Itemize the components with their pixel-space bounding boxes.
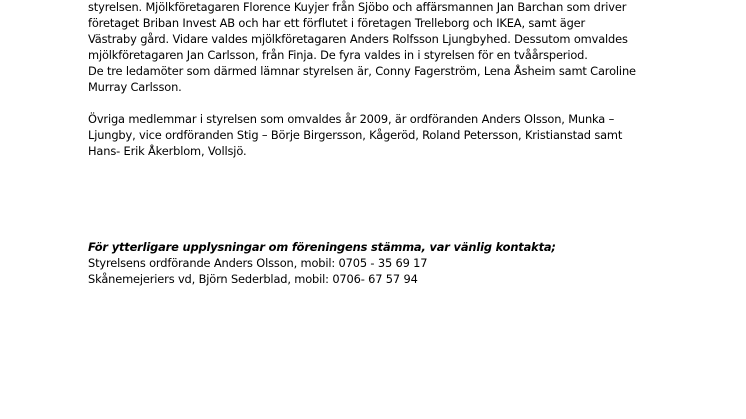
paragraph-line: Övriga medlemmar i styrelsen som omvaldes år 2009, är ordföranden Anders Olsson, Munka –	[88, 112, 615, 126]
contact-line-ceo: Skånemejeriers vd, Björn Sederblad, mobil: 0706- 67 57 94	[88, 272, 418, 286]
contact-line-chairman: Styrelsens ordförande Anders Olsson, mobil: 0705 - 35 69 17	[88, 256, 428, 270]
paragraph-line: Hans- Erik Åkerblom, Vollsjö.	[88, 144, 247, 158]
paragraph-line: mjölkföretagaren Jan Carlsson, från Finja. De fyra valdes in i styrelsen för en tvåårsperiod.	[88, 48, 588, 62]
paragraph-line: företaget Briban Invest AB och har ett förflutet i företagen Trelleborg och IKEA, samt äger	[88, 16, 586, 30]
contact-section	[88, 239, 728, 287]
board-election-paragraph	[88, 0, 728, 95]
paragraph-line: Murray Carlsson.	[88, 80, 182, 94]
contact-heading: För ytterligare upplysningar om föreningens stämma, var vänlig kontakta;	[88, 240, 556, 254]
paragraph-line: styrelsen. Mjölkföretagaren Florence Kuyjer från Sjöbo och affärsmannen Jan Barchan som driver	[88, 0, 627, 14]
paragraph-line: Ljungby, vice ordföranden Stig – Börje Birgersson, Kågeröd, Roland Petersson, Kristianstad samt	[88, 128, 623, 142]
paragraph-line: De tre ledamöter som därmed lämnar styrelsen är, Conny Fagerström, Lena Åsheim samt Caroline	[88, 64, 636, 78]
paragraph-line: Västraby gård. Vidare valdes mjölkföretagaren Anders Rolfsson Ljungbyhed. Dessutom omvaldes	[88, 32, 628, 46]
board-members-paragraph	[88, 111, 728, 159]
